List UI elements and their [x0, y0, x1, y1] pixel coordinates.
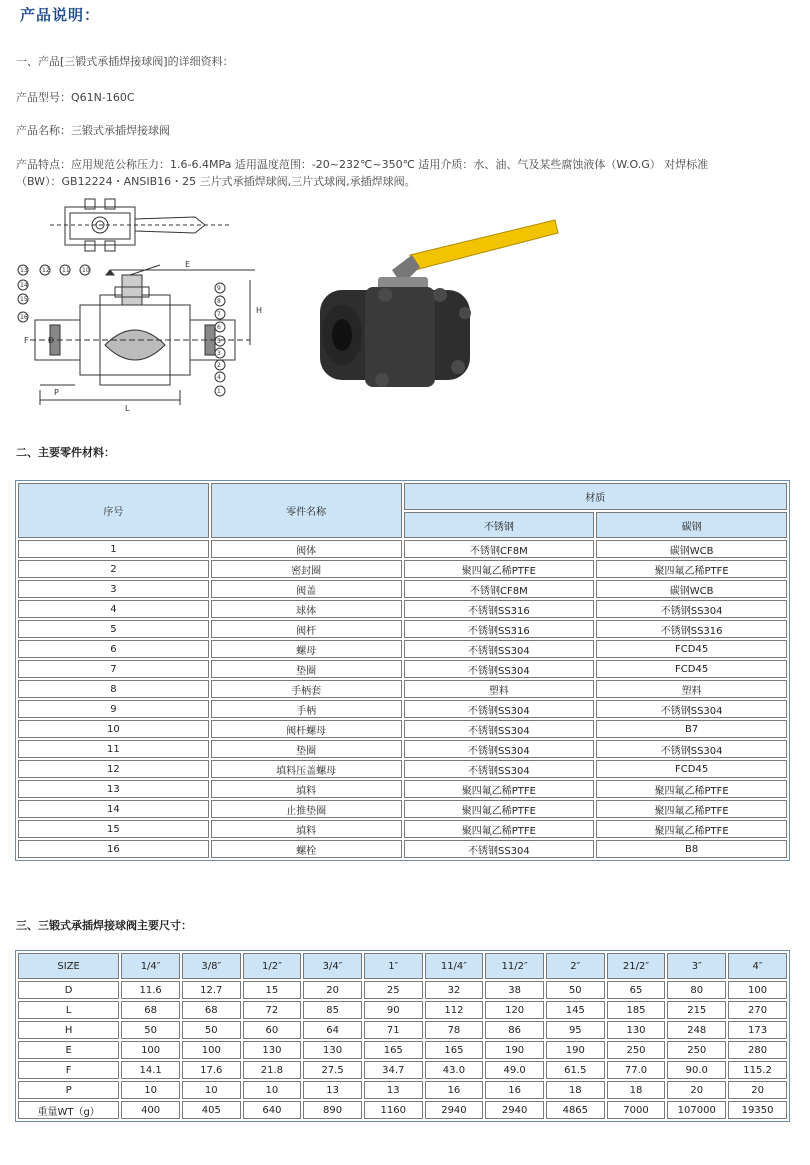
material-ss: 塑料 — [404, 680, 595, 698]
part-no: 1 — [18, 540, 209, 558]
dimension-value: 85 — [303, 1001, 362, 1019]
material-ss: 不锈钢SS304 — [404, 640, 595, 658]
dimension-value: 250 — [607, 1041, 666, 1059]
dimension-value: 130 — [243, 1041, 302, 1059]
material-cs: FCD45 — [596, 640, 787, 658]
material-cs: 不锈钢SS316 — [596, 620, 787, 638]
dimension-value: 72 — [243, 1001, 302, 1019]
intro-heading: 一、产品[三锻式承插焊接球阀]的详细资料： — [16, 55, 234, 68]
dimension-value: 250 — [667, 1041, 726, 1059]
parts-row — [18, 700, 787, 718]
part-name: 垫圈 — [211, 660, 402, 678]
dimension-label: H — [18, 1021, 119, 1039]
callout-number: 5 — [217, 338, 221, 345]
callout-number: 11 — [62, 267, 70, 274]
dimension-value: 50 — [182, 1021, 241, 1039]
callout-number: 3 — [217, 350, 221, 357]
dimension-value: 19350 — [728, 1101, 787, 1119]
dimension-value: 50 — [121, 1021, 180, 1039]
dimension-value: 65 — [607, 981, 666, 999]
part-no: 12 — [18, 760, 209, 778]
material-ss: 不锈钢CF8M — [404, 580, 595, 598]
part-no: 13 — [18, 780, 209, 798]
dimension-value: 90 — [364, 1001, 423, 1019]
parts-row — [18, 740, 787, 758]
material-ss: 不锈钢SS304 — [404, 720, 595, 738]
dimension-value: 34.7 — [364, 1061, 423, 1079]
dimension-value: 13 — [364, 1081, 423, 1099]
dimension-value: 68 — [121, 1001, 180, 1019]
dimension-value: 15 — [243, 981, 302, 999]
part-name: 球体 — [211, 600, 402, 618]
model-line — [16, 89, 135, 105]
dimension-value: 20 — [667, 1081, 726, 1099]
col-header-no: 序号 — [18, 483, 209, 538]
dimension-value: 21.8 — [243, 1061, 302, 1079]
dim-F: F — [24, 336, 29, 345]
valve-drawing — [10, 195, 580, 430]
dimension-value: 130 — [607, 1021, 666, 1039]
part-no: 9 — [18, 700, 209, 718]
dimension-row — [18, 981, 787, 999]
features-text — [16, 156, 776, 190]
dim-L: L — [125, 404, 130, 413]
dimension-value: 405 — [182, 1101, 241, 1119]
part-name: 填料 — [211, 820, 402, 838]
material-ss: 不锈钢SS304 — [404, 660, 595, 678]
features-label: 产品特点： — [16, 158, 71, 171]
part-no: 2 — [18, 560, 209, 578]
part-name: 螺母 — [211, 640, 402, 658]
dimension-value: 95 — [546, 1021, 605, 1039]
parts-row — [18, 760, 787, 778]
material-ss: 不锈钢SS304 — [404, 700, 595, 718]
dimension-value: 100 — [182, 1041, 241, 1059]
col-header-ss: 不锈钢 — [404, 512, 595, 538]
parts-row — [18, 680, 787, 698]
material-ss: 不锈钢SS316 — [404, 620, 595, 638]
col-header-name: 零件名称 — [211, 483, 402, 538]
dimension-value: 173 — [728, 1021, 787, 1039]
parts-row — [18, 720, 787, 738]
material-cs: 聚四氟乙稀PTFE — [596, 780, 787, 798]
material-cs: 聚四氟乙稀PTFE — [596, 800, 787, 818]
dimension-value: 77.0 — [607, 1061, 666, 1079]
section-view-sketch — [30, 265, 255, 405]
material-cs: B8 — [596, 840, 787, 858]
part-name: 手柄套 — [211, 680, 402, 698]
parts-row — [18, 660, 787, 678]
parts-row — [18, 640, 787, 658]
dimension-value: 17.6 — [182, 1061, 241, 1079]
dimension-value: 25 — [364, 981, 423, 999]
dimension-value: 890 — [303, 1101, 362, 1119]
dimension-value: 100 — [728, 981, 787, 999]
callout-number: 13 — [20, 267, 28, 274]
features-line1: 应用规范公称压力：1.6-6.4MPa 适用温度范围：-20~232℃~350℃ 适用介质：水、油、气及某些腐蚀液体（W.O.G） 对焊标准 — [71, 158, 709, 171]
part-no: 4 — [18, 600, 209, 618]
callout-number: 15 — [20, 296, 28, 303]
parts-row — [18, 820, 787, 838]
part-name: 阀杆螺母 — [211, 720, 402, 738]
dimension-value: 640 — [243, 1101, 302, 1119]
size-column-header: 1/4″ — [121, 953, 180, 979]
parts-row — [18, 800, 787, 818]
dimension-value: 16 — [485, 1081, 544, 1099]
material-cs: 碳钢WCB — [596, 580, 787, 598]
dim-E: E — [185, 260, 191, 269]
part-name: 填料 — [211, 780, 402, 798]
size-column-header: 11/4″ — [425, 953, 484, 979]
part-name: 阀杆 — [211, 620, 402, 638]
dimension-value: 71 — [364, 1021, 423, 1039]
dimension-value: 14.1 — [121, 1061, 180, 1079]
material-cs: FCD45 — [596, 760, 787, 778]
dimension-value: 64 — [303, 1021, 362, 1039]
part-no: 16 — [18, 840, 209, 858]
dimension-value: 1160 — [364, 1101, 423, 1119]
parts-row — [18, 580, 787, 598]
callouts-left — [18, 265, 90, 322]
callout-number: 7 — [217, 311, 221, 318]
parts-row — [18, 560, 787, 578]
material-cs: 塑料 — [596, 680, 787, 698]
size-column-header: 4″ — [728, 953, 787, 979]
parts-row — [18, 620, 787, 638]
name-value: 三锻式承插焊接球阀 — [71, 124, 170, 137]
parts-table — [15, 480, 790, 861]
dimension-label: D — [18, 981, 119, 999]
dimension-row — [18, 1061, 787, 1079]
size-column-header: 1″ — [364, 953, 423, 979]
dimension-value: 2940 — [485, 1101, 544, 1119]
dim-D: D — [48, 336, 55, 345]
dimension-value: 16 — [425, 1081, 484, 1099]
product-figure — [10, 195, 580, 430]
callout-number: 16 — [20, 314, 28, 321]
dimension-label: E — [18, 1041, 119, 1059]
dimension-value: 32 — [425, 981, 484, 999]
dimension-value: 90.0 — [667, 1061, 726, 1079]
size-column-header: 3/8″ — [182, 953, 241, 979]
material-ss: 不锈钢SS304 — [404, 840, 595, 858]
part-no: 8 — [18, 680, 209, 698]
dimension-value: 11.6 — [121, 981, 180, 999]
dimension-value: 10 — [243, 1081, 302, 1099]
part-no: 3 — [18, 580, 209, 598]
part-no: 10 — [18, 720, 209, 738]
material-cs: 不锈钢SS304 — [596, 600, 787, 618]
dimension-value: 130 — [303, 1041, 362, 1059]
dimension-value: 60 — [243, 1021, 302, 1039]
callout-number: 6 — [217, 324, 221, 331]
dimension-value: 215 — [667, 1001, 726, 1019]
dimension-value: 120 — [485, 1001, 544, 1019]
dim-H: H — [256, 306, 263, 315]
callout-number: 8 — [217, 298, 221, 305]
dimension-value: 165 — [425, 1041, 484, 1059]
callout-number: 10 — [82, 267, 90, 274]
material-ss: 聚四氟乙稀PTFE — [404, 800, 595, 818]
part-no: 15 — [18, 820, 209, 838]
valve-photo — [320, 220, 558, 387]
material-ss: 不锈钢SS316 — [404, 600, 595, 618]
dimension-value: 400 — [121, 1101, 180, 1119]
dimension-value: 10 — [121, 1081, 180, 1099]
material-cs: B7 — [596, 720, 787, 738]
material-cs: 聚四氟乙稀PTFE — [596, 820, 787, 838]
part-no: 5 — [18, 620, 209, 638]
dimension-value: 68 — [182, 1001, 241, 1019]
callout-number: 14 — [20, 282, 28, 289]
dimension-value: 7000 — [607, 1101, 666, 1119]
dimension-value: 165 — [364, 1041, 423, 1059]
dimension-value: 280 — [728, 1041, 787, 1059]
dimension-value: 185 — [607, 1001, 666, 1019]
dimension-value: 10 — [182, 1081, 241, 1099]
dimension-value: 12.7 — [182, 981, 241, 999]
part-name: 填料压盖螺母 — [211, 760, 402, 778]
part-no: 6 — [18, 640, 209, 658]
material-cs: 碳钢WCB — [596, 540, 787, 558]
dimension-value: 61.5 — [546, 1061, 605, 1079]
parts-row — [18, 600, 787, 618]
callout-number: 2 — [217, 362, 221, 369]
part-name: 止推垫圈 — [211, 800, 402, 818]
dims-heading: 三、三锻式承插焊接球阀主要尺寸： — [16, 919, 192, 932]
dimension-value: 190 — [485, 1041, 544, 1059]
part-name: 阀体 — [211, 540, 402, 558]
dimension-value: 4865 — [546, 1101, 605, 1119]
dimension-value: 86 — [485, 1021, 544, 1039]
dim-P: P — [54, 388, 59, 397]
dimension-label: F — [18, 1061, 119, 1079]
material-ss: 不锈钢SS304 — [404, 740, 595, 758]
dimension-value: 107000 — [667, 1101, 726, 1119]
dimension-value: 100 — [121, 1041, 180, 1059]
dimension-label: 重量WT（g） — [18, 1101, 119, 1119]
dimension-row — [18, 1101, 787, 1119]
dimension-value: 49.0 — [485, 1061, 544, 1079]
dimension-value: 20 — [303, 981, 362, 999]
part-name: 螺栓 — [211, 840, 402, 858]
material-cs: FCD45 — [596, 660, 787, 678]
material-ss: 聚四氟乙稀PTFE — [404, 820, 595, 838]
part-name: 手柄 — [211, 700, 402, 718]
size-column-header: 2″ — [546, 953, 605, 979]
dimension-value: 27.5 — [303, 1061, 362, 1079]
size-column-header: 3″ — [667, 953, 726, 979]
dimension-value: 248 — [667, 1021, 726, 1039]
part-name: 垫圈 — [211, 740, 402, 758]
material-ss: 不锈钢CF8M — [404, 540, 595, 558]
parts-row — [18, 780, 787, 798]
model-label: 产品型号： — [16, 91, 71, 104]
part-name: 阀盖 — [211, 580, 402, 598]
parts-heading: 二、主要零件材料： — [16, 446, 115, 459]
model-value: Q61N-160C — [71, 91, 135, 104]
size-column-header: 21/2″ — [607, 953, 666, 979]
dimension-value: 2940 — [425, 1101, 484, 1119]
name-line — [16, 122, 170, 138]
dimension-value: 20 — [728, 1081, 787, 1099]
dimension-value: 78 — [425, 1021, 484, 1039]
dimension-label: P — [18, 1081, 119, 1099]
dimension-value: 145 — [546, 1001, 605, 1019]
callout-number: 9 — [217, 285, 221, 292]
part-no: 14 — [18, 800, 209, 818]
parts-row — [18, 840, 787, 858]
size-column-header: 1/2″ — [243, 953, 302, 979]
dimension-label: L — [18, 1001, 119, 1019]
part-no: 7 — [18, 660, 209, 678]
dimension-row — [18, 1081, 787, 1099]
dimension-value: 18 — [546, 1081, 605, 1099]
dimension-value: 270 — [728, 1001, 787, 1019]
material-ss: 不锈钢SS304 — [404, 760, 595, 778]
material-cs: 不锈钢SS304 — [596, 700, 787, 718]
dimension-row — [18, 1041, 787, 1059]
material-ss: 聚四氟乙稀PTFE — [404, 560, 595, 578]
material-cs: 聚四氟乙稀PTFE — [596, 560, 787, 578]
dimension-value: 115.2 — [728, 1061, 787, 1079]
size-column-header: 3/4″ — [303, 953, 362, 979]
col-header-material: 材质 — [404, 483, 788, 510]
dimension-value: 18 — [607, 1081, 666, 1099]
dimension-value: 43.0 — [425, 1061, 484, 1079]
page-title: 产品说明： — [20, 6, 101, 24]
dimensions-table — [15, 950, 790, 1122]
callout-number: 1 — [217, 388, 221, 395]
size-column-header: 11/2″ — [485, 953, 544, 979]
col-header-cs: 碳钢 — [596, 512, 787, 538]
callout-number: 12 — [42, 267, 50, 274]
parts-row — [18, 540, 787, 558]
material-cs: 不锈钢SS304 — [596, 740, 787, 758]
name-label: 产品名称： — [16, 124, 71, 137]
dimension-value: 112 — [425, 1001, 484, 1019]
dimension-row — [18, 1001, 787, 1019]
dimension-value: 190 — [546, 1041, 605, 1059]
part-name: 密封圈 — [211, 560, 402, 578]
material-ss: 聚四氟乙稀PTFE — [404, 780, 595, 798]
top-view-sketch — [50, 199, 230, 251]
features-line2: （BW）：GB12224・ANSIB16・25 三片式承插焊球阀,三片式球阀,承插焊球阀。 — [16, 175, 416, 188]
dimension-value: 13 — [303, 1081, 362, 1099]
dimension-value: 80 — [667, 981, 726, 999]
part-no: 11 — [18, 740, 209, 758]
size-header: SIZE — [18, 953, 119, 979]
dimension-value: 38 — [485, 981, 544, 999]
dimension-value: 50 — [546, 981, 605, 999]
callout-number: 4 — [217, 374, 221, 381]
dimension-row — [18, 1021, 787, 1039]
